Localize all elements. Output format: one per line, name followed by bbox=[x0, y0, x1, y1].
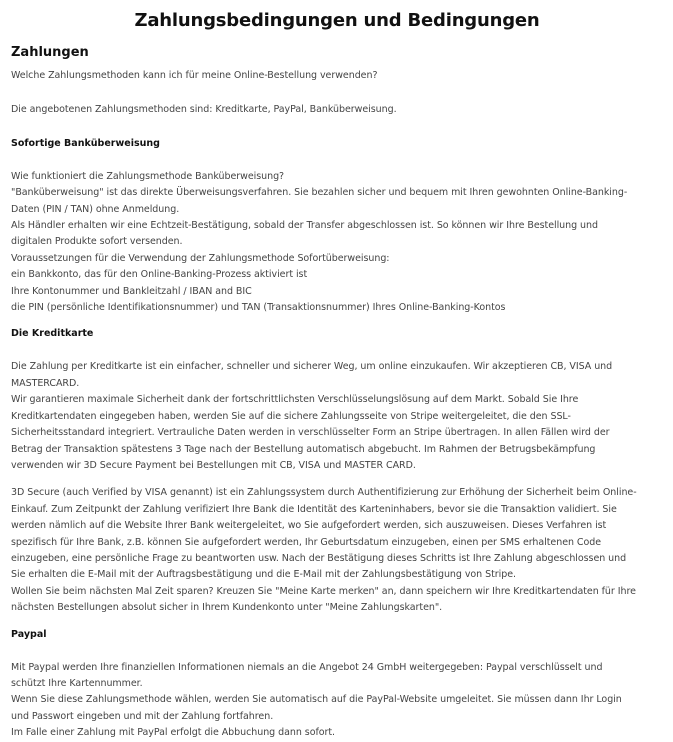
text-line: Als Händler erhalten wir eine Echtzeit-Bestätigung, sobald der Transfer abgeschlossen ist. So können wir Ihre Bestellung und bbox=[11, 220, 598, 232]
text-line: Im Falle einer Zahlung mit PayPal erfolgt die Abbuchung dann sofort. bbox=[11, 727, 336, 739]
text-line: die PIN (persönliche Identifikationsnummer) und TAN (Transaktionsnummer) Ihres Online-Banking-Kontos bbox=[11, 302, 506, 314]
paypal-text bbox=[11, 660, 663, 742]
credit-card-3d-secure-text bbox=[11, 485, 663, 616]
text-line: Betrag der Transaktion spätestens 3 Tage nach der Bestellung automatisch abgebucht. Im Rahmen der Betrugsbekämpfung bbox=[11, 443, 596, 455]
text-line: Voraussetzungen für die Verwendung der Zahlungsmethode Sofortüberweisung: bbox=[11, 252, 390, 264]
text-line: Kreditkartendaten eingegeben haben, werden Sie auf die sichere Zahlungsseite von Stripe weitergeleitet, die den SSL- bbox=[11, 410, 571, 422]
text-line: digitalen Produkte sofort versenden. bbox=[11, 236, 183, 248]
text-line: Einkauf. Zum Zeitpunkt der Zahlung verifiziert Ihre Bank die Identität des Karteninhabers, bevor sie die Transaktion validiert. Sie bbox=[11, 503, 617, 515]
text-line: Wenn Sie diese Zahlungsmethode wählen, werden Sie automatisch auf die PayPal-Website umgeleitet. Sie müssen dann Ihr Login bbox=[11, 694, 622, 706]
text-line: Mit Paypal werden Ihre finanziellen Informationen niemals an die Angebot 24 GmbH weitergegeben: Paypal verschlüsselt und bbox=[11, 661, 603, 673]
payments-question: Welche Zahlungsmethoden kann ich für meine Online-Bestellung verwenden? bbox=[11, 70, 378, 81]
text-line: "Banküberweisung" ist das direkte Überweisungsverfahren. Sie bezahlen sicher und bequem mit Ihren gewohnten Online-Banking- bbox=[11, 187, 628, 199]
text-line: Die Zahlung per Kreditkarte ist ein einfacher, schneller und sicherer Weg, um online einzukaufen. Wir akzeptieren CB, VISA und bbox=[11, 361, 613, 373]
text-line: spezifisch für Ihre Bank, z.B. können Sie aufgefordert werden, Ihr Geburtsdatum einzugeben, einen per SMS erhaltenen Code bbox=[11, 536, 602, 548]
text-line: einzugeben, eine persönliche Frage zu beantworten usw. Nach der Bestätigung dieses Schritts ist Ihre Zahlung abgeschlossen und bbox=[11, 552, 627, 564]
section-heading-payments: Zahlungen bbox=[11, 45, 89, 60]
text-line: und Passwort eingeben und mit der Zahlung fortfahren. bbox=[11, 710, 274, 722]
text-line: Wir garantieren maximale Sicherheit dank der fortschrittlichsten Verschlüsselungslösung auf dem Markt. Sobald Sie Ihre bbox=[11, 394, 579, 406]
payments-answer: Die angebotenen Zahlungsmethoden sind: Kreditkarte, PayPal, Banküberweisung. bbox=[11, 104, 397, 116]
text-line: Ihre Kontonummer und Bankleitzahl / IBAN and BIC bbox=[11, 285, 252, 297]
text-line: Daten (PIN / TAN) ohne Anmeldung. bbox=[11, 203, 180, 215]
text-line: ein Bankkonto, das für den Online-Banking-Prozess aktiviert ist bbox=[11, 269, 308, 281]
text-line: Sicherheitsstandard integriert. Vertrauliche Daten werden in verschlüsselter Form an Stripe übertragen. In allen Fällen wird der bbox=[11, 427, 610, 439]
text-line: werden nämlich auf die Website Ihrer Bank weitergeleitet, wo Sie aufgefordert werden, sich auszuweisen. Dieses Verfahren ist bbox=[11, 520, 607, 532]
text-line: MASTERCARD. bbox=[11, 377, 80, 389]
text-line: Wollen Sie beim nächsten Mal Zeit sparen? Kreuzen Sie "Meine Karte merken" an, dann speichern wir Ihre Kreditkartendaten für Ihre bbox=[11, 585, 636, 597]
section-heading-bank-transfer: Sofortige Banküberweisung bbox=[11, 137, 160, 149]
text-line: verwenden wir 3D Secure Payment bei Bestellungen mit CB, VISA und MASTER CARD. bbox=[11, 459, 416, 471]
text-line: 3D Secure (auch Verified by VISA genannt) ist ein Zahlungssystem durch Authentifizierung zur Erhöhung der Sicherheit beim Online- bbox=[11, 487, 637, 499]
credit-card-text bbox=[11, 359, 663, 474]
page-title: Zahlungsbedingungen und Bedingungen bbox=[134, 10, 540, 31]
section-heading-paypal: Paypal bbox=[11, 628, 47, 640]
text-line: nächsten Bestellungen absolut sicher in Ihrem Kundenkonto unter "Meine Zahlungskarten". bbox=[11, 602, 443, 614]
text-line: Sie erhalten die E-Mail mit der Auftragsbestätigung und die E-Mail mit der Zahlungsbestätigung von Stripe. bbox=[11, 569, 516, 581]
bank-transfer-text bbox=[11, 169, 663, 317]
text-line: schützt Ihre Kartennummer. bbox=[11, 677, 143, 689]
section-heading-credit-card: Die Kreditkarte bbox=[11, 328, 94, 340]
text-line: Wie funktioniert die Zahlungsmethode Banküberweisung? bbox=[11, 170, 285, 182]
